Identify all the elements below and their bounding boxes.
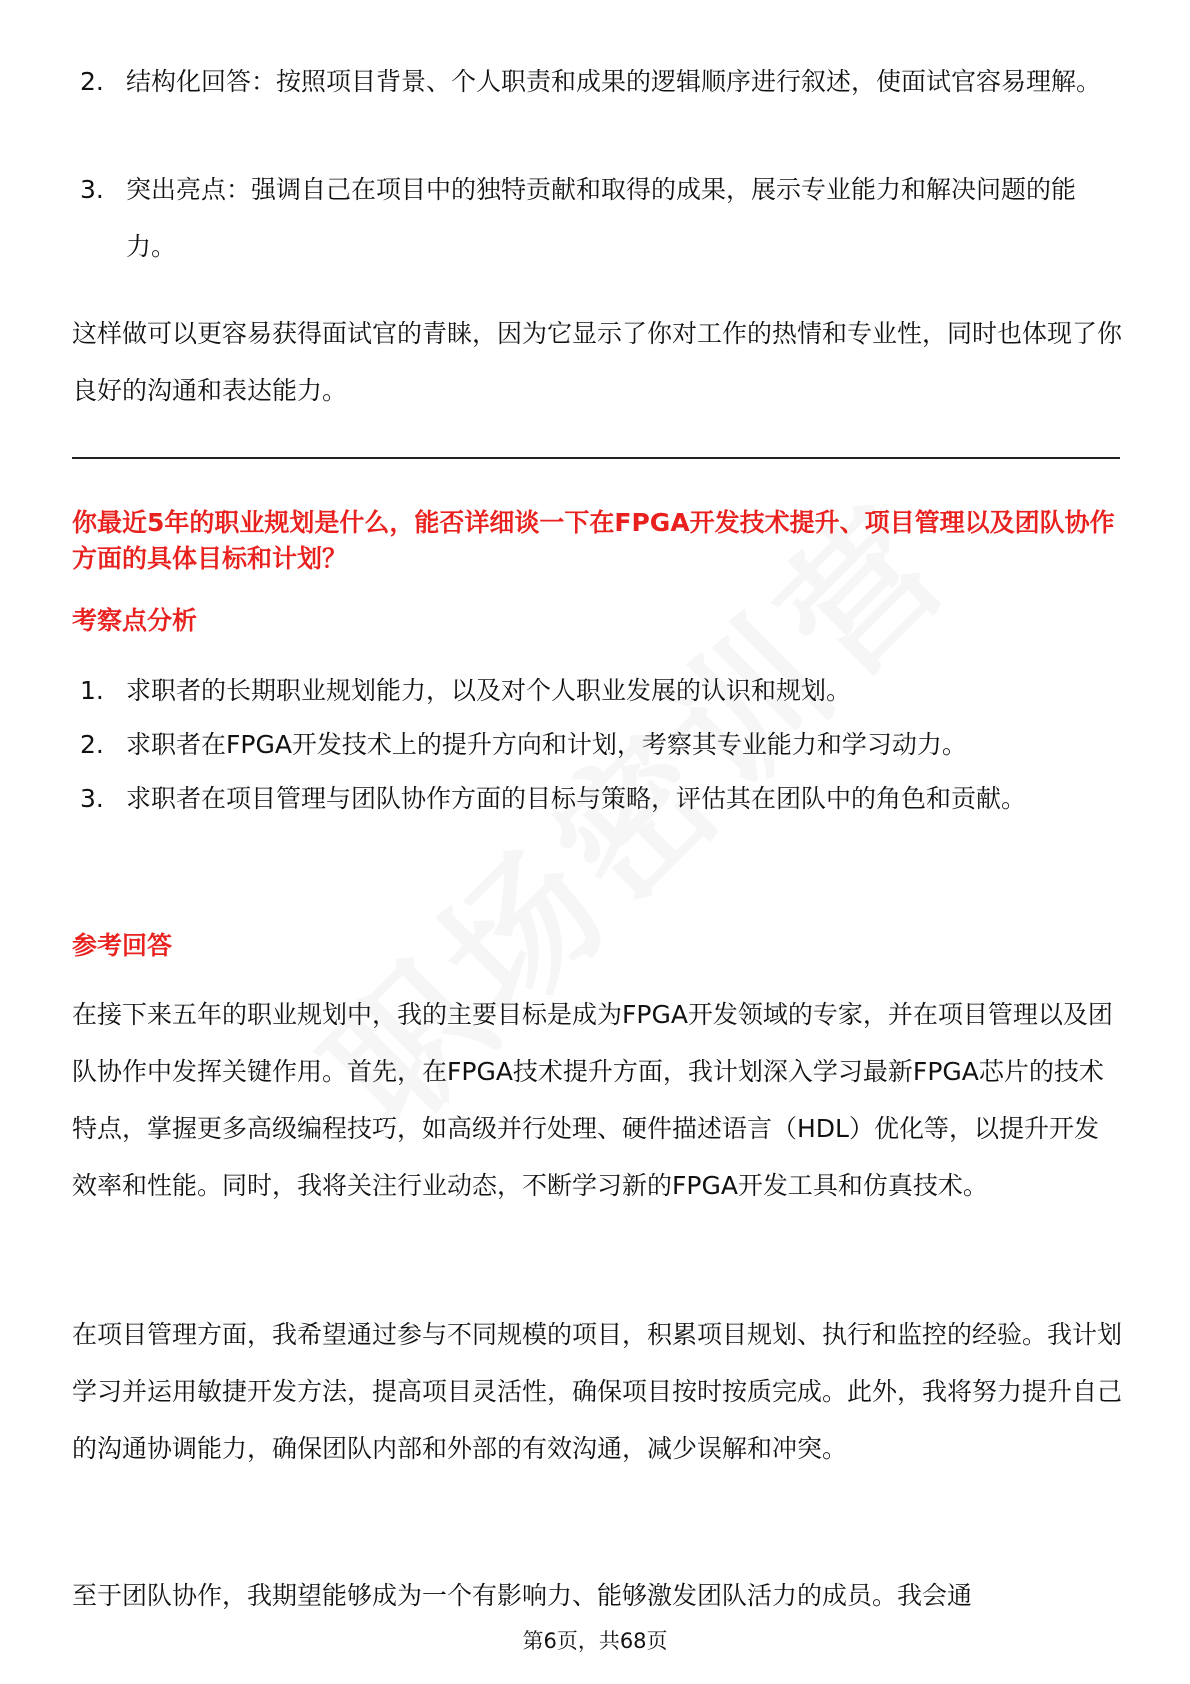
list-item [80, 53, 1120, 110]
question-heading: 你最近5年的职业规划是什么，能否详细谈一下在FPGA开发技术提升、项目管理以及团队协作方面的具体目标和计划？ [72, 508, 1115, 573]
list-number: 3. [80, 784, 104, 813]
paragraph: 这样做可以更容易获得面试官的青睐，因为它显示了你对工作的热情和专业性，同时也体现了你良好的沟通和表达能力。 [72, 319, 1123, 405]
page-footer: 第6页，共68页 [522, 1629, 668, 1653]
list-item-text: 突出亮点：强调自己在项目中的独特贡献和取得的成果，展示专业能力和解决问题的能力。 [126, 175, 1077, 261]
list-item-text: 结构化回答：按照项目背景、个人职责和成果的逻辑顺序进行叙述，使面试官容易理解。 [126, 67, 1102, 96]
analysis-heading: 考察点分析 [72, 606, 198, 635]
list-item [80, 161, 1120, 275]
list-item-text: 求职者在FPGA开发技术上的提升方向和计划，考察其专业能力和学习动力。 [126, 730, 967, 759]
list-item-text: 求职者的长期职业规划能力，以及对个人职业发展的认识和规划。 [126, 676, 852, 705]
list-item [80, 770, 1120, 827]
list-item [80, 716, 1120, 773]
list-number: 2. [80, 67, 104, 96]
list-item-text: 求职者在项目管理与团队协作方面的目标与策略，评估其在团队中的角色和贡献。 [126, 784, 1027, 813]
list-number: 3. [80, 175, 104, 204]
paragraph: 在项目管理方面，我希望通过参与不同规模的项目，积累项目规划、执行和监控的经验。我计划学习并运用敏捷开发方法，提高项目灵活性，确保项目按时按质完成。此外，我将努力提升自己的沟通协调能力，确保团队内部和外部的有效沟通，减少误解和冲突。 [72, 1320, 1123, 1463]
list-number: 1. [80, 676, 104, 705]
paragraph: 在接下来五年的职业规划中，我的主要目标是成为FPGA开发领域的专家，并在项目管理以及团队协作中发挥关键作用。首先，在FPGA技术提升方面，我计划深入学习最新FPGA芯片的技术特点，掌握更多高级编程技巧，如高级并行处理、硬件描述语言（HDL）优化等，以提升开发效率和性能。同时，我将关注行业动态，不断学习新的FPGA开发工具和仿真技术。 [72, 1000, 1113, 1200]
answer-heading: 参考回答 [72, 931, 173, 960]
list-number: 2. [80, 730, 104, 759]
section-divider [72, 457, 1120, 459]
paragraph: 至于团队协作，我期望能够成为一个有影响力、能够激发团队活力的成员。我会通 [72, 1581, 973, 1610]
list-item [80, 662, 1120, 719]
